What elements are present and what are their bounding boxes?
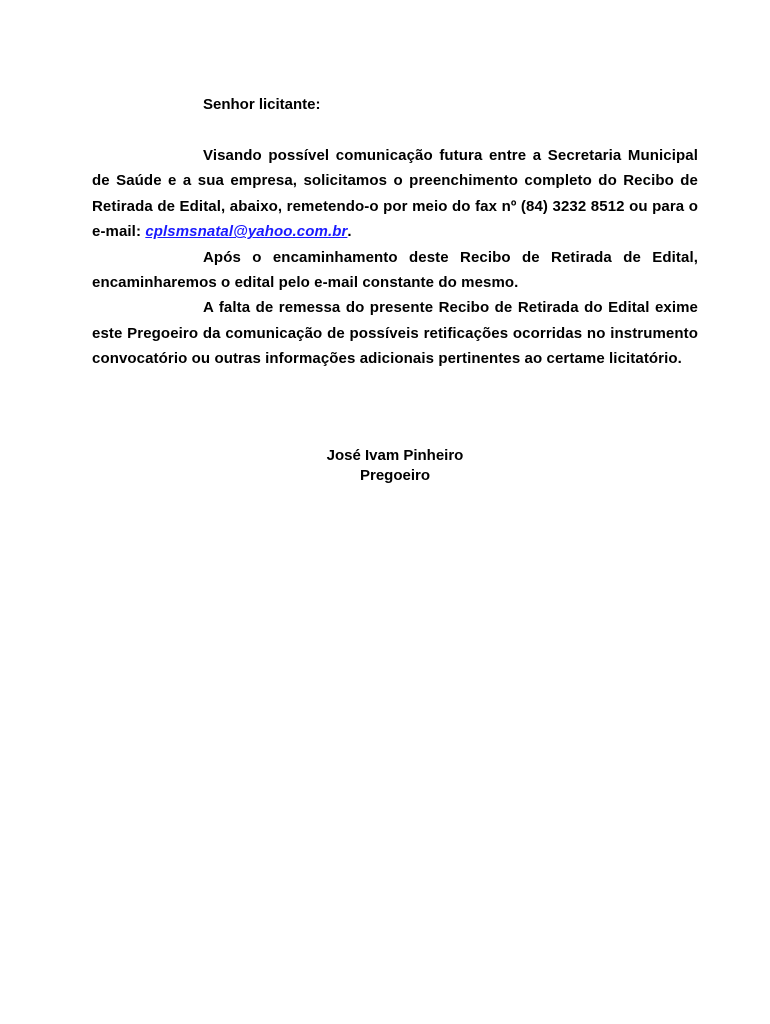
- letter-body: [92, 143, 698, 372]
- paragraph-3: A falta de remessa do presente Recibo de Retirada do Edital exime este Pregoeiro da comunicação de possíveis retificações ocorridas no instrumento convocatório ou outras informações adicionais pertinentes ao certame licitatório.: [92, 299, 698, 368]
- greeting: Senhor licitante:: [203, 96, 321, 113]
- paragraph-2: Após o encaminhamento deste Recibo de Retirada de Edital, encaminharemos o edital pelo e-mail constante do mesmo.: [92, 248, 698, 292]
- signature-title: Pregoeiro: [359, 467, 431, 484]
- paragraph-1: [92, 143, 698, 245]
- signature-block: [92, 446, 698, 486]
- paragraph-1-end: .: [347, 223, 352, 241]
- email-link[interactable]: cplsmsnatal@yahoo.com.br: [145, 223, 348, 241]
- paragraph-1-text: Visando possível comunicação futura entre a Secretaria Municipal de Saúde e a sua empresa, solicitamos o preenchimento completo do Recibo de Retirada de Edital, abaixo, remetendo-o por meio do fax nº (84) 3232 8512 ou para o e-mail:: [92, 147, 698, 241]
- signature-name: José Ivam Pinheiro: [326, 447, 464, 464]
